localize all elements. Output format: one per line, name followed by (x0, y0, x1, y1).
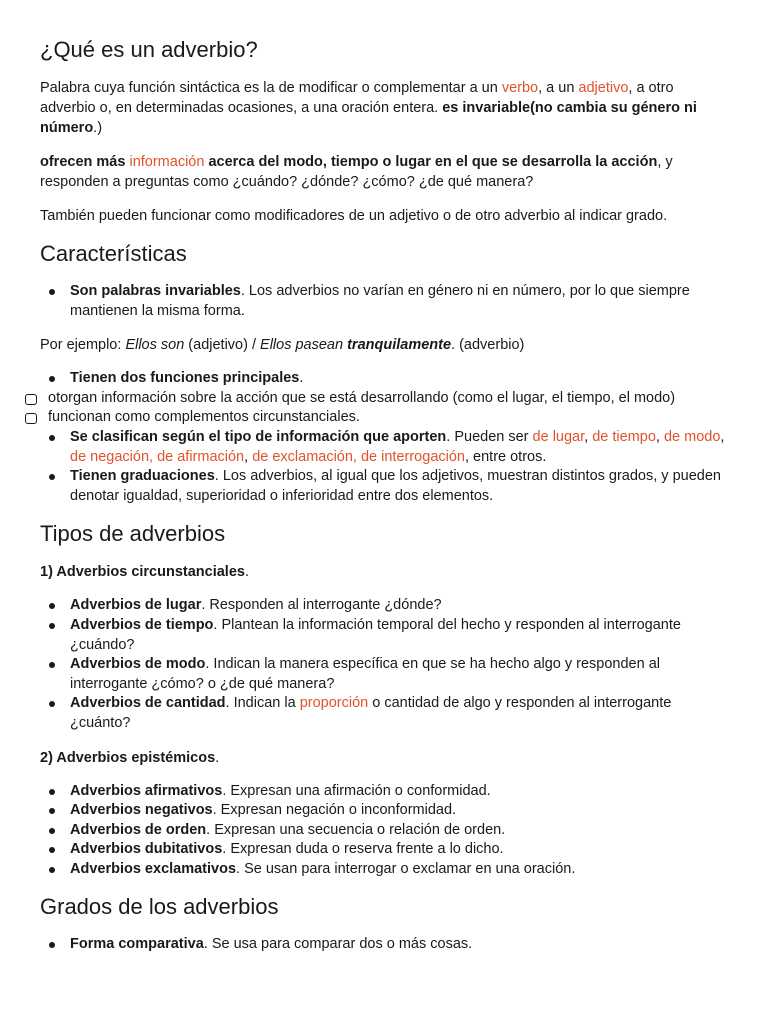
bullet-icon (49, 435, 55, 441)
link-informacion[interactable]: información (129, 154, 205, 170)
list-item: Adverbios de modo. Indican la manera específica en que se ha hecho algo y responden al interrogante ¿cómo? o ¿de qué manera? (40, 655, 728, 694)
link-adjetivo[interactable]: adjetivo (578, 80, 629, 96)
list-caracteristicas-2 (40, 369, 728, 506)
checkbox-icon (25, 413, 37, 424)
checkbox-icon (25, 394, 37, 405)
list-item: Adverbios de orden. Expresan una secuencia o relación de orden. (40, 821, 728, 841)
list-item: Tienen dos funciones principales. (40, 369, 728, 389)
list-grados (40, 935, 728, 955)
list-caracteristicas-1 (40, 282, 728, 321)
paragraph-grado: También pueden funcionar como modificadores de un adjetivo o de otro adverbio al indicar grado. (40, 208, 668, 224)
list-item: Adverbios negativos. Expresan negación o inconformidad. (40, 801, 728, 821)
link-de-negacion-afirmacion[interactable]: de negación, de afirmación (70, 448, 245, 465)
list-item: Se clasifican según el tipo de información que aporten. Pueden ser de lugar, de tiempo, de modo, de negación, de afirmación, de exclamación, de interrogación, entre otros. (40, 428, 728, 467)
subheading-epistemicos: 2) Adverbios epistémicos. (40, 749, 220, 766)
paragraph-ejemplo: Por ejemplo: Ellos son (adjetivo) / Ellos pasean tranquilamente. (adverbio) (40, 337, 525, 354)
paragraph-definicion: Palabra cuya función sintáctica es la de modificar o complementar a un verbo, a un adjetivo, a otro adverbio o, en determinadas ocasiones, a una oración entera. es invariable(no cambia su género ni número.) (40, 80, 697, 136)
bullet-icon (49, 376, 55, 382)
list-subitem: otorgan información sobre la acción que se está desarrollando (como el lugar, el tiempo, el modo) (18, 389, 728, 409)
bullet-icon (49, 942, 55, 948)
bullet-icon (49, 289, 55, 295)
link-de-exclamacion-interrogacion[interactable]: de exclamación, de interrogación (252, 448, 465, 465)
list-item: Forma comparativa. Se usa para comparar dos o más cosas. (40, 935, 728, 955)
list-circunstanciales (40, 596, 728, 733)
list-item: Adverbios afirmativos. Expresan una afirmación o conformidad. (40, 782, 728, 802)
list-item: Tienen graduaciones. Los adverbios, al igual que los adjetivos, muestran distintos grados, y pueden denotar igualdad, superioridad o inferioridad entre dos elementos. (40, 467, 728, 506)
bullet-icon (49, 847, 55, 853)
bullet-icon (49, 603, 55, 609)
list-item: Adverbios dubitativos. Expresan duda o reserva frente a lo dicho. (40, 840, 728, 860)
list-item: Son palabras invariables. Los adverbios no varían en género ni en número, por lo que siempre mantienen la misma forma. (40, 282, 728, 321)
list-item: Adverbios de tiempo. Plantean la información temporal del hecho y responden al interrogante ¿cuándo? (40, 616, 728, 655)
bullet-icon (49, 808, 55, 814)
bullet-icon (49, 867, 55, 873)
link-de-modo[interactable]: de modo (663, 428, 721, 445)
link-de-tiempo[interactable]: de tiempo (592, 428, 656, 445)
bullet-icon (49, 828, 55, 834)
heading-tipos-de-adverbios: Tipos de adverbios (40, 521, 226, 547)
bullet-icon (49, 623, 55, 629)
bullet-icon (49, 701, 55, 707)
heading-que-es-un-adverbio: ¿Qué es un adverbio? (40, 37, 258, 62)
bullet-icon (49, 662, 55, 668)
list-epistemicos (40, 782, 728, 880)
list-item: Adverbios de lugar. Responden al interrogante ¿dónde? (40, 596, 728, 616)
subheading-circunstanciales: 1) Adverbios circunstanciales. (40, 564, 249, 581)
paragraph-informacion: ofrecen más información acerca del modo, tiempo o lugar en el que se desarrolla la acción, y responden a preguntas como ¿cuándo? ¿dónde? ¿cómo? ¿de qué manera? (40, 154, 673, 190)
list-subitem: funcionan como complementos circunstanciales. (18, 408, 728, 428)
link-verbo[interactable]: verbo (501, 80, 539, 96)
list-item: Adverbios exclamativos. Se usan para interrogar o exclamar en una oración. (40, 860, 728, 880)
link-proporcion[interactable]: proporción (299, 695, 369, 712)
heading-grados-de-los-adverbios: Grados de los adverbios (40, 894, 279, 920)
heading-caracteristicas: Características (40, 241, 187, 266)
list-item: Adverbios de cantidad. Indican la proporción o cantidad de algo y responden al interrogante ¿cuánto? (40, 694, 728, 733)
bullet-icon (49, 474, 55, 480)
link-de-lugar[interactable]: de lugar (532, 428, 585, 445)
bullet-icon (49, 789, 55, 795)
